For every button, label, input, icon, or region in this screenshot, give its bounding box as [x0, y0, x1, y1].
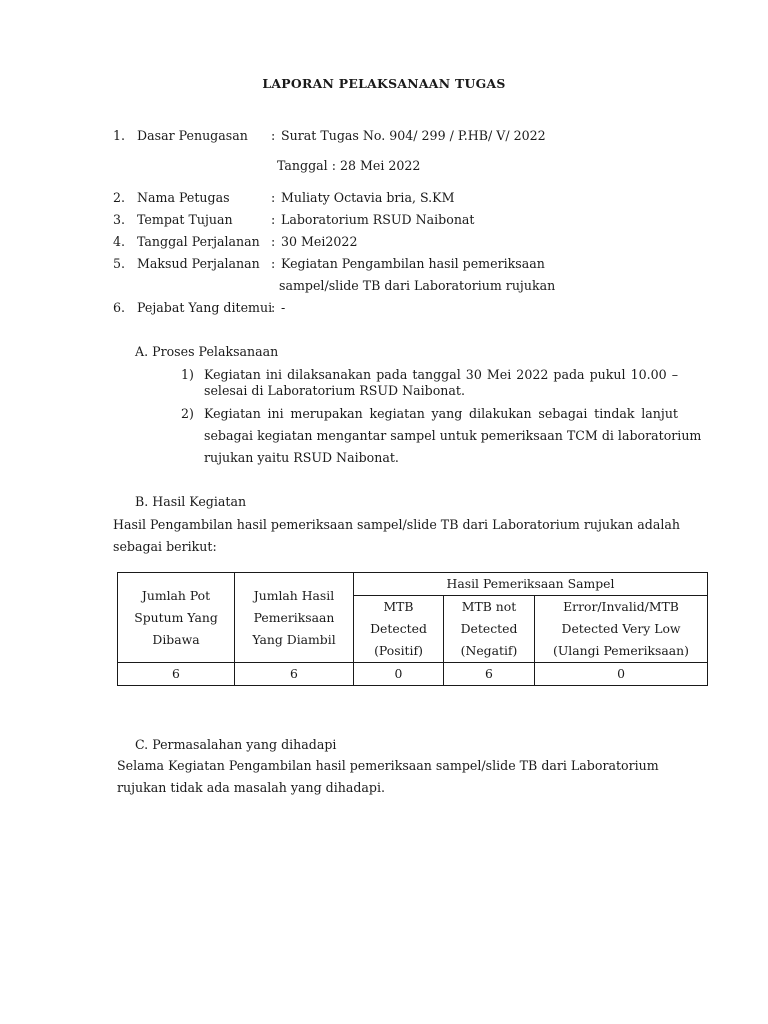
group-header-cell: Hasil Pemeriksaan Sampel: [354, 573, 708, 596]
header-text: Detected Very Low: [561, 621, 681, 636]
header-cell: [235, 573, 354, 663]
header-cell: [354, 596, 444, 663]
field-separator: :: [271, 300, 276, 315]
paragraph-line: sebagai berikut:: [113, 539, 217, 554]
list-item-number: 2): [181, 406, 194, 421]
paragraph-line: rujukan tidak ada masalah yang dihadapi.: [117, 780, 386, 795]
field-value: Laboratorium RSUD Naibonat: [281, 212, 475, 227]
field-label: Tempat Tujuan: [137, 212, 233, 227]
paragraph-line: Hasil Pengambilan hasil pemeriksaan sampel/slide TB dari Laboratorium rujukan adalah: [113, 517, 680, 532]
header-cell: [444, 596, 535, 663]
header-text: Detected: [460, 621, 518, 636]
field-number: 2.: [113, 190, 126, 205]
field-number: 6.: [113, 300, 126, 315]
header-cell: [118, 573, 235, 663]
table-cell: 6: [235, 663, 354, 686]
header-text: (Positif): [374, 643, 423, 658]
field-label: Pejabat Yang ditemui: [137, 300, 273, 315]
header-text: Dibawa: [152, 631, 200, 647]
field-separator: :: [271, 128, 276, 143]
header-text: Pemeriksaan: [253, 609, 335, 625]
section-c-heading: C. Permasalahan yang dihadapi: [135, 737, 337, 752]
header-text: Jumlah Pot: [141, 587, 211, 603]
field-separator: :: [271, 212, 276, 227]
document-title: LAPORAN PELAKSANAAN TUGAS: [262, 76, 506, 91]
table-row: [118, 663, 708, 686]
header-text: Detected: [370, 621, 427, 636]
results-table: [117, 572, 708, 686]
field-separator: :: [271, 256, 276, 271]
field-number: 5.: [113, 256, 126, 271]
list-item-line: sebagai kegiatan mengantar sampel untuk pemeriksaan TCM di laboratorium: [204, 428, 702, 443]
field-label: Tanggal Perjalanan: [137, 234, 260, 249]
table-cell: 0: [535, 663, 708, 686]
field-value: -: [281, 300, 286, 315]
header-text: Sputum Yang: [134, 609, 218, 625]
paragraph-line: Selama Kegiatan Pengambilan hasil pemeriksaan sampel/slide TB dari Laboratorium: [117, 758, 659, 773]
field-value: Tanggal : 28 Mei 2022: [277, 158, 421, 173]
header-text: Error/Invalid/MTB: [563, 599, 679, 614]
list-item-line: rujukan yaitu RSUD Naibonat.: [204, 450, 399, 465]
field-value: Surat Tugas No. 904/ 299 / P.HB/ V/ 2022: [281, 128, 546, 143]
list-item-number: 1): [181, 367, 194, 382]
header-text: MTB not: [461, 599, 517, 614]
field-number: 1.: [113, 128, 126, 143]
field-value: sampel/slide TB dari Laboratorium rujukan: [279, 278, 556, 293]
table-cell: 6: [118, 663, 235, 686]
header-text: (Negatif): [460, 643, 518, 658]
table-cell: 0: [354, 663, 444, 686]
list-item-line: Kegiatan ini dilaksanakan pada tanggal 30 Mei 2022 pada pukul 10.00 –: [204, 367, 678, 382]
header-text: (Ulangi Pemeriksaan): [553, 643, 689, 658]
list-item-line: selesai di Laboratorium RSUD Naibonat.: [204, 383, 465, 398]
field-value: 30 Mei2022: [281, 234, 358, 249]
section-b-heading: B. Hasil Kegiatan: [135, 494, 247, 509]
field-value: Muliaty Octavia bria, S.KM: [281, 190, 455, 205]
field-separator: :: [271, 190, 276, 205]
header-text: MTB: [383, 599, 414, 614]
header-cell: [535, 596, 708, 663]
header-text: Jumlah Hasil: [253, 587, 335, 603]
section-a-heading: A. Proses Pelaksanaan: [135, 344, 279, 359]
field-label: Nama Petugas: [137, 190, 230, 205]
table-cell: 6: [444, 663, 535, 686]
field-value: Kegiatan Pengambilan hasil pemeriksaan: [281, 256, 545, 271]
list-item-line: Kegiatan ini merupakan kegiatan yang dilakukan sebagai tindak lanjut: [204, 406, 678, 421]
header-text: Yang Diambil: [252, 631, 336, 647]
field-label: Dasar Penugasan: [137, 128, 248, 143]
field-number: 3.: [113, 212, 126, 227]
field-separator: :: [271, 234, 276, 249]
field-label: Maksud Perjalanan: [137, 256, 260, 271]
field-number: 4.: [113, 234, 126, 249]
